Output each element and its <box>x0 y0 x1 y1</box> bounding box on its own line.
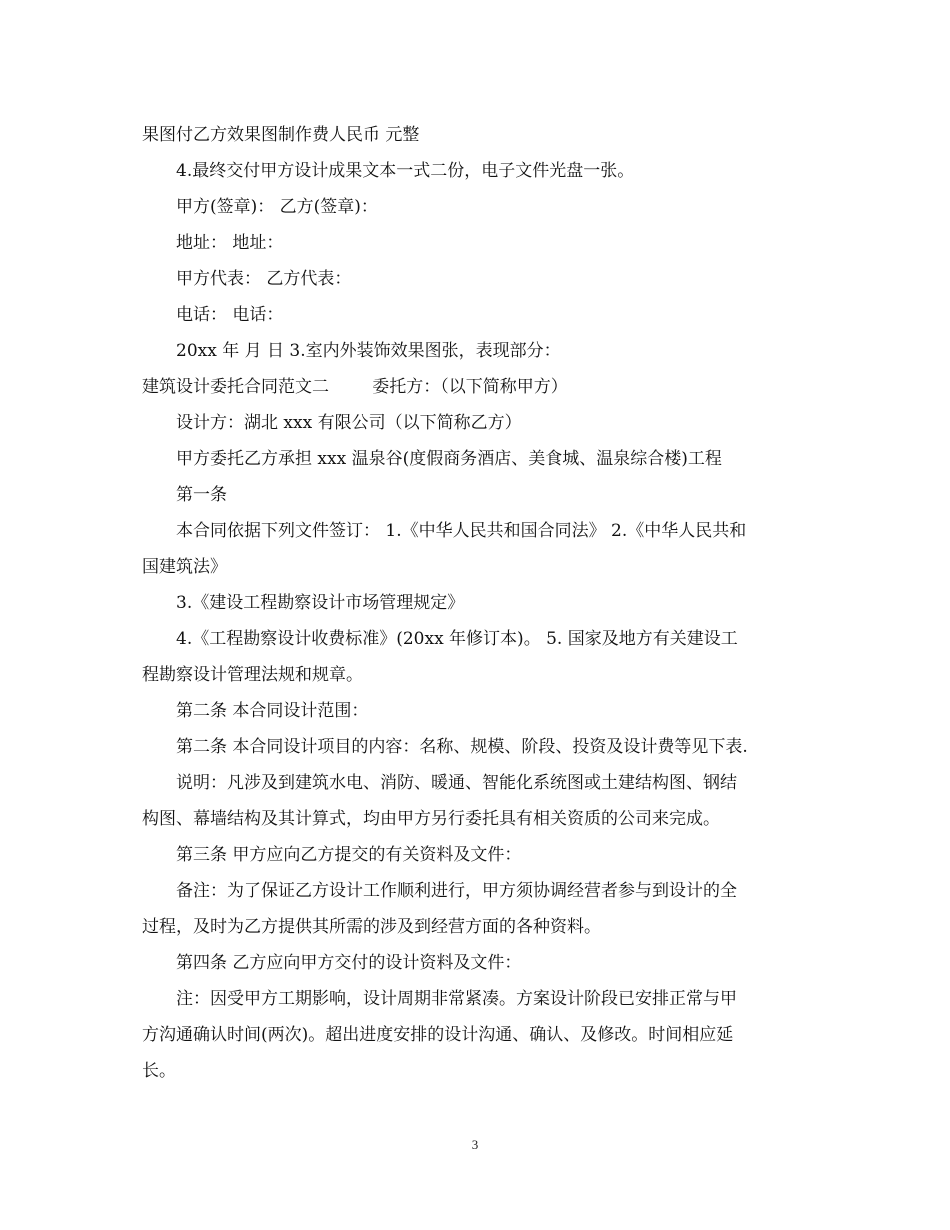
text-line: 甲方(签章)： 乙方(签章)： <box>176 197 378 217</box>
page-number: 3 <box>471 1137 479 1152</box>
text-line: 20xx 年 月 日 3.室内外装饰效果图张，表现部分： <box>176 341 561 361</box>
text-line: 甲方代表： 乙方代表： <box>176 269 352 289</box>
text-line: 构图、幕墙结构及其计算式，均由甲方另行委托具有相关资质的公司来完成。 <box>142 809 720 829</box>
text-line: 程勘察设计管理法规和规章。 <box>142 665 363 685</box>
document-body <box>142 117 810 1089</box>
text-line: 说明：凡涉及到建筑水电、消防、暖通、智能化系统图或土建结构图、钢结 <box>176 773 737 793</box>
text-line: 4.最终交付甲方设计成果文本一式二份，电子文件光盘一张。 <box>176 161 635 181</box>
text-line: 国建筑法》 <box>142 557 227 577</box>
text-line: 第一条 <box>176 485 227 505</box>
text-line: 备注：为了保证乙方设计工作顺利进行，甲方须协调经营者参与到设计的全 <box>176 881 737 901</box>
text-line: 甲方委托乙方承担 xxx 温泉谷(度假商务酒店、美食城、温泉综合楼)工程 <box>176 449 722 469</box>
text-line: 果图付乙方效果图制作费人民币 元整 <box>142 125 420 145</box>
text-line: 第三条 甲方应向乙方提交的有关资料及文件： <box>176 845 522 865</box>
text-line: 第四条 乙方应向甲方交付的设计资料及文件： <box>176 953 522 973</box>
text-line: 过程，及时为乙方提供其所需的涉及到经营方面的各种资料。 <box>142 917 601 937</box>
text-line: 3.《建设工程勘察设计市场管理规定》 <box>176 593 465 613</box>
text-line: 本合同依据下列文件签订： 1.《中华人民共和国合同法》 2.《中华人民共和 <box>176 521 747 541</box>
text-line: 电话： 电话： <box>176 305 284 325</box>
text-line: 方沟通确认时间(两次)。超出进度安排的设计沟通、确认、及修改。时间相应延 <box>142 1025 734 1045</box>
text-line: 第二条 本合同设计范围： <box>176 701 369 721</box>
text-line: 长。 <box>142 1061 176 1081</box>
text-line: 地址： 地址： <box>176 233 284 253</box>
text-line: 4.《工程勘察设计收费标准》(20xx 年修订本)。 5. 国家及地方有关建设工 <box>176 629 738 649</box>
text-line: 第二条 本合同设计项目的内容：名称、规模、阶段、投资及设计费等见下表. <box>176 737 748 757</box>
text-line: 设计方：湖北 xxx 有限公司（以下简称乙方） <box>176 413 522 433</box>
text-line: 建筑设计委托合同范文二 委托方：（以下简称甲方） <box>142 377 568 397</box>
text-line: 注：因受甲方工期影响，设计周期非常紧凑。方案设计阶段已安排正常与甲 <box>176 989 737 1009</box>
